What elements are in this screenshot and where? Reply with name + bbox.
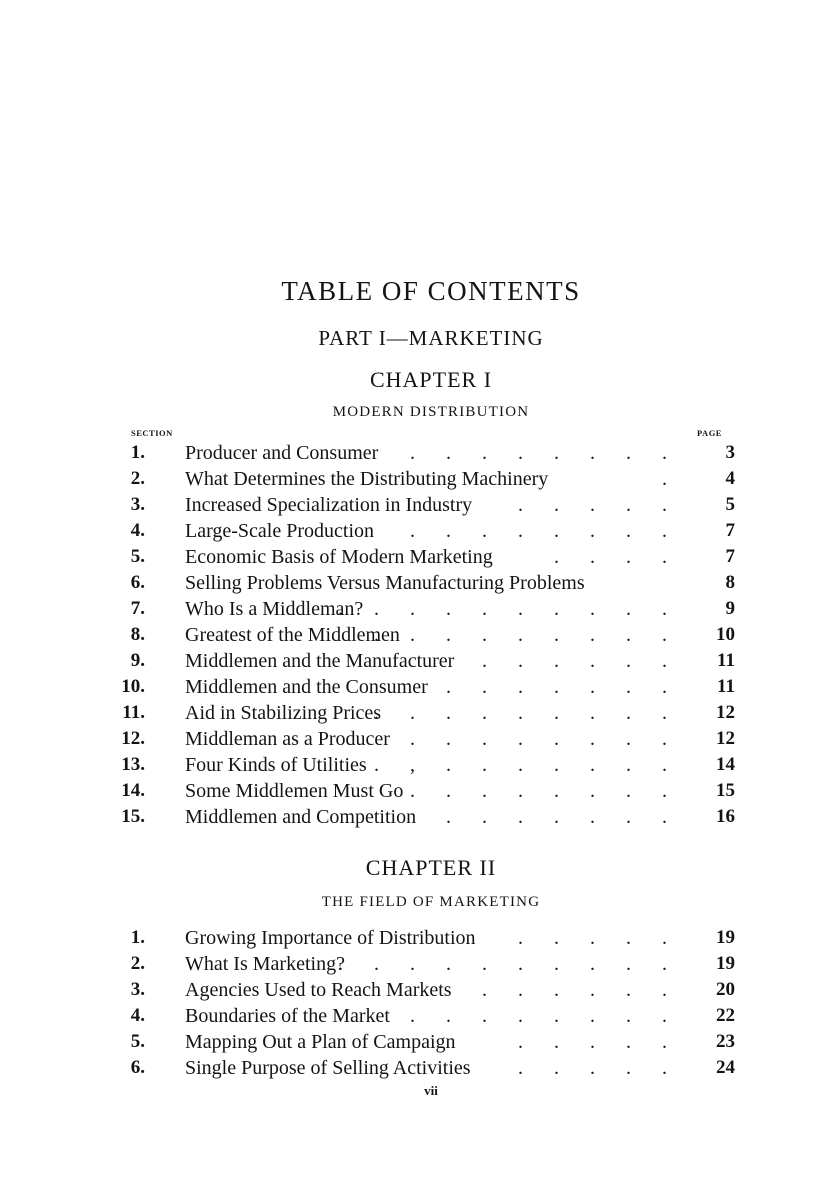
section-number: 7. [130,598,145,619]
entry-title: Middlemen and Competition [185,806,417,828]
page-number: 3 [725,442,735,463]
section-number: 2. [130,953,145,974]
section-column-label: SECTION [131,428,173,438]
entry-title: Middlemen and the Manufacturer [185,650,455,672]
toc-entry [0,518,840,544]
page-number: 7 [725,546,735,567]
section-number: 10. [121,676,145,697]
page-number: 19 [716,927,735,948]
dot-leader: . . . . . . . . . [374,624,680,646]
page-number: 20 [716,979,735,1000]
page-number: 8 [725,572,735,593]
dot-leader: . . . . . [518,494,680,516]
entry-title: Increased Specialization in Industry [185,494,473,516]
entry-title: Producer and Consumer [185,442,379,464]
entry-title: Four Kinds of Utilities [185,754,367,776]
section-number: 15. [121,806,145,827]
toc-entry [0,544,840,570]
toc-entry [0,951,840,977]
section-number: 2. [130,468,145,489]
dot-leader: . . . . . . . . [410,520,680,542]
page-number: 7 [725,520,735,541]
dot-leader: . [662,468,680,490]
dot-leader: . , . . . . . . . [374,754,680,776]
page-number: 10 [716,624,735,645]
page-title: TABLE OF CONTENTS [281,276,581,306]
page-number: 16 [716,806,735,827]
entry-title: Mapping Out a Plan of Campaign [185,1031,456,1053]
section-number: 13. [121,754,145,775]
toc-entry [0,752,840,778]
dot-leader: . . . . . [518,1031,680,1053]
toc-entry [0,925,840,951]
page-number: 15 [716,780,735,801]
toc-entry [0,674,840,700]
page-column-label: PAGE [697,428,722,438]
section-number: 4. [130,520,145,541]
dot-leader: . . . . . [518,1057,680,1079]
section-number: 1. [130,927,145,948]
entry-title: Boundaries of the Market [185,1005,390,1027]
entry-title: What Is Marketing? [185,953,345,975]
dot-leader: . . . . . . . . . . [338,598,680,620]
page-number-folio: vii [424,1083,438,1098]
toc-entry [0,1003,840,1029]
page-number: 12 [716,728,735,749]
dot-leader: . . . . . . [482,979,680,1001]
toc-entry [0,804,840,830]
entry-title: Who Is a Middleman? [185,598,364,620]
page-number: 24 [716,1057,735,1078]
dot-leader: . . . . . . . . [410,442,680,464]
page-number: 9 [725,598,735,619]
page-number: 14 [716,754,735,775]
section-number: 8. [130,624,145,645]
chapter-2-title: CHAPTER II [365,855,497,880]
dot-leader: . . . . . . . . . . [338,953,680,975]
section-number: 1. [130,442,145,463]
section-number: 5. [130,1031,145,1052]
section-number: 9. [130,650,145,671]
toc-entry [0,466,840,492]
section-number: 4. [130,1005,145,1026]
toc-entry [0,440,840,466]
chapter-1-title: CHAPTER I [369,367,493,392]
chapter-1-subtitle: MODERN DISTRIBUTION [332,404,530,420]
toc-entry [0,977,840,1003]
entry-title: What Determines the Distributing Machinery [185,468,549,490]
toc-entry [0,1055,840,1081]
dot-leader: . . . . . [518,927,680,949]
dot-leader: . . . . . . . . [410,780,680,802]
entry-title: Economic Basis of Modern Marketing [185,546,493,568]
toc-entry [0,726,840,752]
section-number: 3. [130,494,145,515]
toc-entry [0,622,840,648]
section-number: 6. [130,1057,145,1078]
entry-title: Middleman as a Producer [185,728,390,750]
page-number: 11 [717,650,735,671]
entry-title: Aid in Stabilizing Prices [185,702,382,724]
section-number: 3. [130,979,145,1000]
entry-title: Agencies Used to Reach Markets [185,979,452,1001]
chapter-2-subtitle: THE FIELD OF MARKETING [321,894,541,910]
toc-entry [0,700,840,726]
page-number: 19 [716,953,735,974]
page-number: 5 [725,494,735,515]
entry-title: Greatest of the Middlemen [185,624,400,646]
dot-leader: . . . . . . . . [410,728,680,750]
toc-entry [0,778,840,804]
dot-leader: . . . . . . . . [410,1005,680,1027]
entry-title: Large-Scale Production [185,520,375,542]
section-number: 14. [121,780,145,801]
part-title: PART I—MARKETING [318,326,544,350]
page-number: 11 [717,676,735,697]
dot-leader: . . . . [554,546,680,568]
toc-entry [0,492,840,518]
dot-leader: . . . . . . . [446,806,680,828]
entry-title: Selling Problems Versus Manufacturing Problems [185,572,585,594]
toc-entry [0,596,840,622]
entry-title: Some Middlemen Must Go [185,780,404,802]
page-number: 23 [716,1031,735,1052]
toc-entry [0,570,840,596]
section-number: 6. [130,572,145,593]
toc-entry [0,1029,840,1055]
dot-leader: . . . . . . [482,650,680,672]
section-number: 5. [130,546,145,567]
section-number: 11. [122,702,145,723]
dot-leader: . . . . . . . [446,676,680,698]
page-number: 22 [716,1005,735,1026]
page-number: 12 [716,702,735,723]
entry-title: Middlemen and the Consumer [185,676,428,698]
entry-title: Single Purpose of Selling Activities [185,1057,471,1079]
entry-title: Growing Importance of Distribution [185,927,476,949]
dot-leader: . . . . . . . . . [374,702,680,724]
toc-entry [0,648,840,674]
page-number: 4 [725,468,735,489]
section-number: 12. [121,728,145,749]
